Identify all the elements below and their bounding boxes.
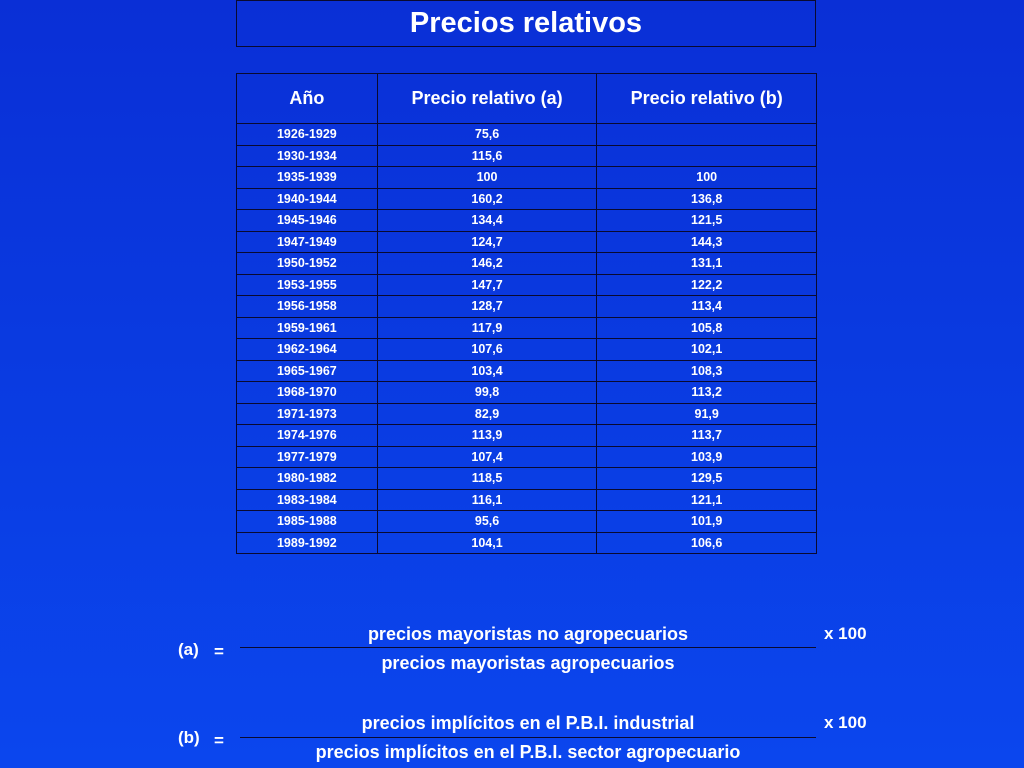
cell-price-b: 113,2 (597, 382, 817, 404)
cell-price-a: 134,4 (377, 210, 597, 232)
cell-year: 1945-1946 (237, 210, 378, 232)
table-row (237, 167, 817, 189)
table-row (237, 231, 817, 253)
cell-price-a: 95,6 (377, 511, 597, 533)
cell-price-b: 100 (597, 167, 817, 189)
cell-price-a: 75,6 (377, 124, 597, 146)
cell-price-b: 121,5 (597, 210, 817, 232)
formula-b-numerator: precios implícitos en el P.B.I. industrial (361, 713, 695, 733)
cell-year: 1935-1939 (237, 167, 378, 189)
table-row (237, 446, 817, 468)
cell-price-b: 129,5 (597, 468, 817, 490)
cell-year: 1965-1967 (237, 360, 378, 382)
cell-price-b: 101,9 (597, 511, 817, 533)
cell-year: 1953-1955 (237, 274, 378, 296)
formula-b-equals: = (214, 731, 224, 750)
cell-price-b: 122,2 (597, 274, 817, 296)
cell-price-b: 144,3 (597, 231, 817, 253)
header-price-a: Precio relativo (a) (377, 74, 597, 124)
table-row (237, 296, 817, 318)
table-row (237, 274, 817, 296)
cell-year: 1962-1964 (237, 339, 378, 361)
table-row (237, 532, 817, 554)
cell-price-a: 160,2 (377, 188, 597, 210)
formula-a-multiplier: x 100 (824, 624, 867, 643)
cell-price-a: 147,7 (377, 274, 597, 296)
formula-a-denominator: precios mayoristas agropecuarios (381, 653, 675, 673)
formula-b-label: (b) (178, 728, 200, 747)
cell-price-a: 117,9 (377, 317, 597, 339)
table-row (237, 339, 817, 361)
cell-price-b: 102,1 (597, 339, 817, 361)
table-row (237, 124, 817, 146)
cell-price-b: 121,1 (597, 489, 817, 511)
cell-price-b: 113,4 (597, 296, 817, 318)
cell-price-a: 107,6 (377, 339, 597, 361)
cell-price-b: 106,6 (597, 532, 817, 554)
cell-year: 1974-1976 (237, 425, 378, 447)
cell-year: 1950-1952 (237, 253, 378, 275)
table-row (237, 210, 817, 232)
cell-price-b: 91,9 (597, 403, 817, 425)
cell-price-b: 103,9 (597, 446, 817, 468)
cell-year: 1985-1988 (237, 511, 378, 533)
cell-price-b: 108,3 (597, 360, 817, 382)
cell-year: 1983-1984 (237, 489, 378, 511)
header-year: Año (237, 74, 378, 124)
table-row (237, 188, 817, 210)
cell-year: 1971-1973 (237, 403, 378, 425)
cell-price-b (597, 124, 817, 146)
table-header-row (237, 74, 817, 124)
cell-year: 1977-1979 (237, 446, 378, 468)
page-title (236, 0, 816, 47)
header-price-b: Precio relativo (b) (597, 74, 817, 124)
cell-year: 1930-1934 (237, 145, 378, 167)
cell-price-a: 146,2 (377, 253, 597, 275)
page-title-text: Precios relativos (409, 7, 643, 39)
table-row (237, 253, 817, 275)
cell-price-a: 107,4 (377, 446, 597, 468)
cell-price-a: 115,6 (377, 145, 597, 167)
cell-year: 1989-1992 (237, 532, 378, 554)
cell-price-a: 118,5 (377, 468, 597, 490)
cell-year: 1959-1961 (237, 317, 378, 339)
cell-year: 1926-1929 (237, 124, 378, 146)
cell-price-a: 100 (377, 167, 597, 189)
table-row (237, 511, 817, 533)
formula-a-fraction-line (240, 647, 816, 648)
table-row (237, 360, 817, 382)
cell-year: 1947-1949 (237, 231, 378, 253)
formula-b-fraction-line (240, 737, 816, 738)
table-row (237, 468, 817, 490)
cell-price-a: 116,1 (377, 489, 597, 511)
cell-price-b: 136,8 (597, 188, 817, 210)
cell-year: 1968-1970 (237, 382, 378, 404)
cell-year: 1956-1958 (237, 296, 378, 318)
cell-price-b: 131,1 (597, 253, 817, 275)
cell-year: 1940-1944 (237, 188, 378, 210)
prices-table (236, 73, 817, 554)
table-row (237, 489, 817, 511)
table-row (237, 145, 817, 167)
cell-price-b (597, 145, 817, 167)
cell-price-a: 128,7 (377, 296, 597, 318)
cell-price-a: 124,7 (377, 231, 597, 253)
cell-price-a: 99,8 (377, 382, 597, 404)
table-row (237, 317, 817, 339)
table-row (237, 403, 817, 425)
formula-b-multiplier: x 100 (824, 713, 867, 732)
cell-price-a: 113,9 (377, 425, 597, 447)
formula-a-numerator: precios mayoristas no agropecuarios (367, 624, 689, 644)
cell-year: 1980-1982 (237, 468, 378, 490)
formula-b-denominator: precios implícitos en el P.B.I. sector agropecuario (315, 742, 741, 762)
formula-a-label: (a) (178, 640, 199, 659)
cell-price-a: 104,1 (377, 532, 597, 554)
cell-price-b: 113,7 (597, 425, 817, 447)
cell-price-b: 105,8 (597, 317, 817, 339)
cell-price-a: 103,4 (377, 360, 597, 382)
table-row (237, 425, 817, 447)
cell-price-a: 82,9 (377, 403, 597, 425)
formula-a-equals: = (214, 642, 224, 661)
table-row (237, 382, 817, 404)
